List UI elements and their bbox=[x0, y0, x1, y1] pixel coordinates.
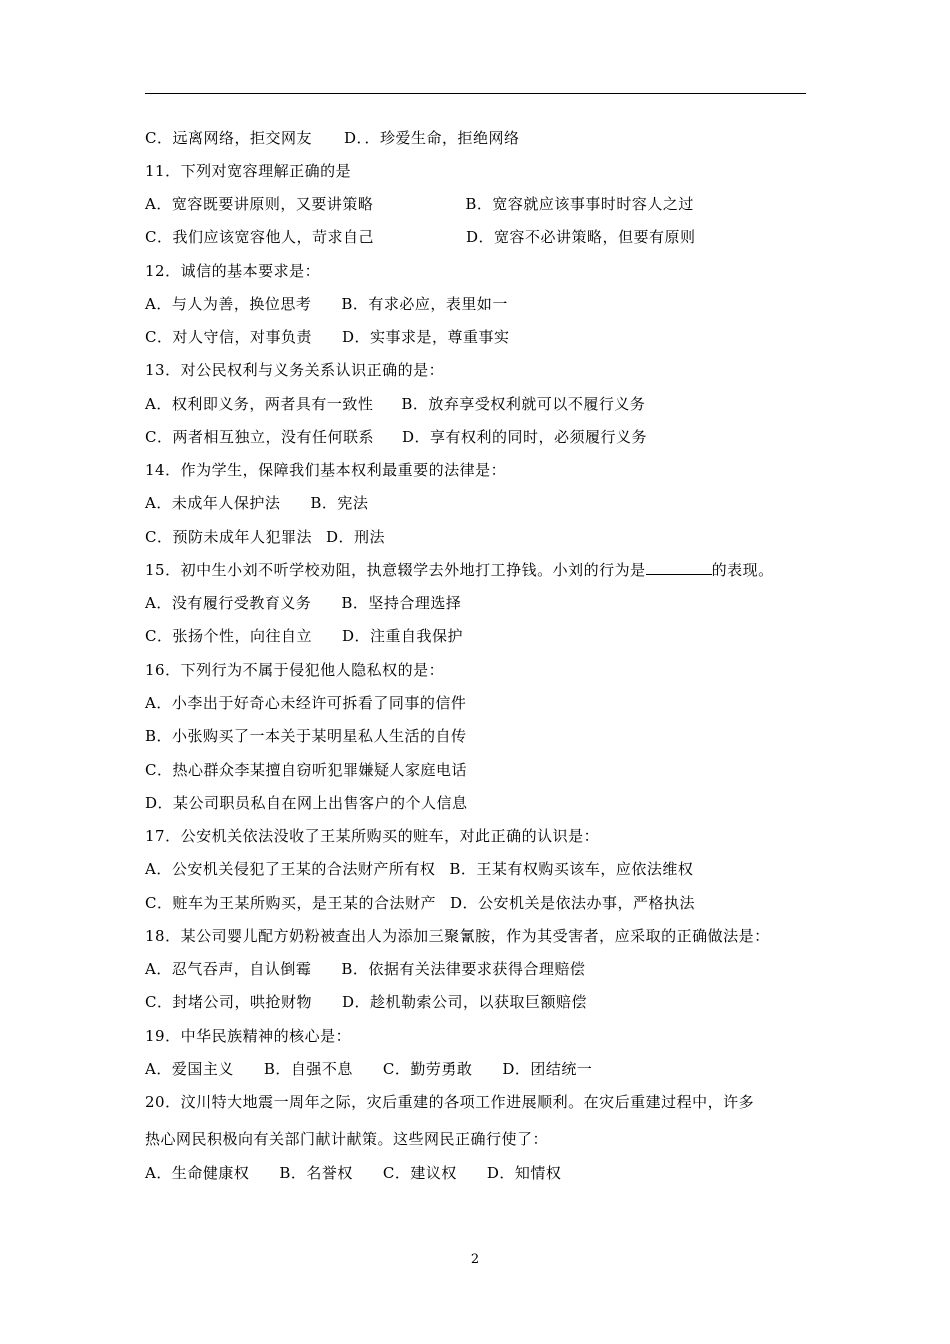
option-line: C．张扬个性，向往自立 D．注重自我保护 bbox=[145, 627, 464, 645]
answer-blank bbox=[646, 560, 712, 575]
option-line: A．与人为善，换位思考 B．有求必应，表里如一 bbox=[145, 295, 508, 313]
option-line: D．某公司职员私自在网上出售客户的个人信息 bbox=[145, 794, 468, 812]
question-16: 16．下列行为不属于侵犯他人隐私权的是： bbox=[145, 661, 445, 679]
question-11: 11．下列对宽容理解正确的是 bbox=[145, 162, 352, 180]
question-20-continued: 热心网民积极向有关部门献计献策。这些网民正确行使了： bbox=[145, 1130, 549, 1148]
header-rule bbox=[145, 93, 806, 94]
option-line: A．权利即义务，两者具有一致性 B．放弃享受权利就可以不履行义务 bbox=[145, 395, 646, 413]
option-line: A．未成年人保护法 B．宪法 bbox=[145, 494, 369, 512]
option-line: C．热心群众李某擅自窃听犯罪嫌疑人家庭电话 bbox=[145, 761, 467, 779]
question-15: 15．初中生小刘不听学校劝阻，执意辍学去外地打工挣钱。小刘的行为是 的表现。 bbox=[145, 561, 774, 579]
question-17: 17．公安机关依法没收了王某所购买的赃车，对此正确的认识是： bbox=[145, 827, 600, 845]
option-line: A．爱国主义 B．自强不息 C．勤劳勇敢 D．团结统一 bbox=[145, 1060, 593, 1078]
question-12: 12．诚信的基本要求是： bbox=[145, 262, 321, 280]
option-line: A．忍气吞声，自认倒霉 B．依据有关法律要求获得合理赔偿 bbox=[145, 960, 586, 978]
option-line: A．宽容既要讲原则，又要讲策略 B．宽容就应该事事时时容人之过 bbox=[145, 195, 694, 213]
question-14: 14．作为学生，保障我们基本权利最重要的法律是： bbox=[145, 461, 507, 479]
question-19: 19．中华民族精神的核心是： bbox=[145, 1027, 352, 1045]
question-20: 20．汶川特大地震一周年之际，灾后重建的各项工作进展顺利。在灾后重建过程中，许多 bbox=[145, 1093, 755, 1111]
option-line: C．两者相互独立，没有任何联系 D．享有权利的同时，必须履行义务 bbox=[145, 428, 648, 446]
question-13: 13．对公民权利与义务关系认识正确的是： bbox=[145, 361, 445, 379]
option-line: C．封堵公司，哄抢财物 D．趁机勒索公司，以获取巨额赔偿 bbox=[145, 993, 588, 1011]
page-number: 2 bbox=[470, 1252, 480, 1267]
option-line: A．生命健康权 B．名誉权 C．建议权 D．知情权 bbox=[145, 1164, 562, 1182]
option-line: A．没有履行受教育义务 B．坚持合理选择 bbox=[145, 594, 462, 612]
question-18: 18．某公司婴儿配方奶粉被查出人为添加三聚氰胺，作为其受害者，应采取的正确做法是： bbox=[145, 927, 770, 945]
option-line: C．远离网络，拒交网友 D．．珍爱生命，拒绝网络 bbox=[145, 129, 520, 147]
option-line: C．对人守信，对事负责 D．实事求是，尊重事实 bbox=[145, 328, 510, 346]
option-line: A．公安机关侵犯了王某的合法财产所有权 B．王某有权购买该车，应依法维权 bbox=[145, 860, 694, 878]
option-line: C．赃车为王某所购买，是王某的合法财产 D．公安机关是依法办事，严格执法 bbox=[145, 894, 696, 912]
option-line: C．预防未成年人犯罪法 D．刑法 bbox=[145, 528, 386, 546]
option-line: C．我们应该宽容他人，苛求自己 D．宽容不必讲策略，但要有原则 bbox=[145, 228, 696, 246]
option-line: A．小李出于好奇心未经许可拆看了同事的信件 bbox=[145, 694, 467, 712]
option-line: B．小张购买了一本关于某明星私人生活的自传 bbox=[145, 727, 467, 745]
